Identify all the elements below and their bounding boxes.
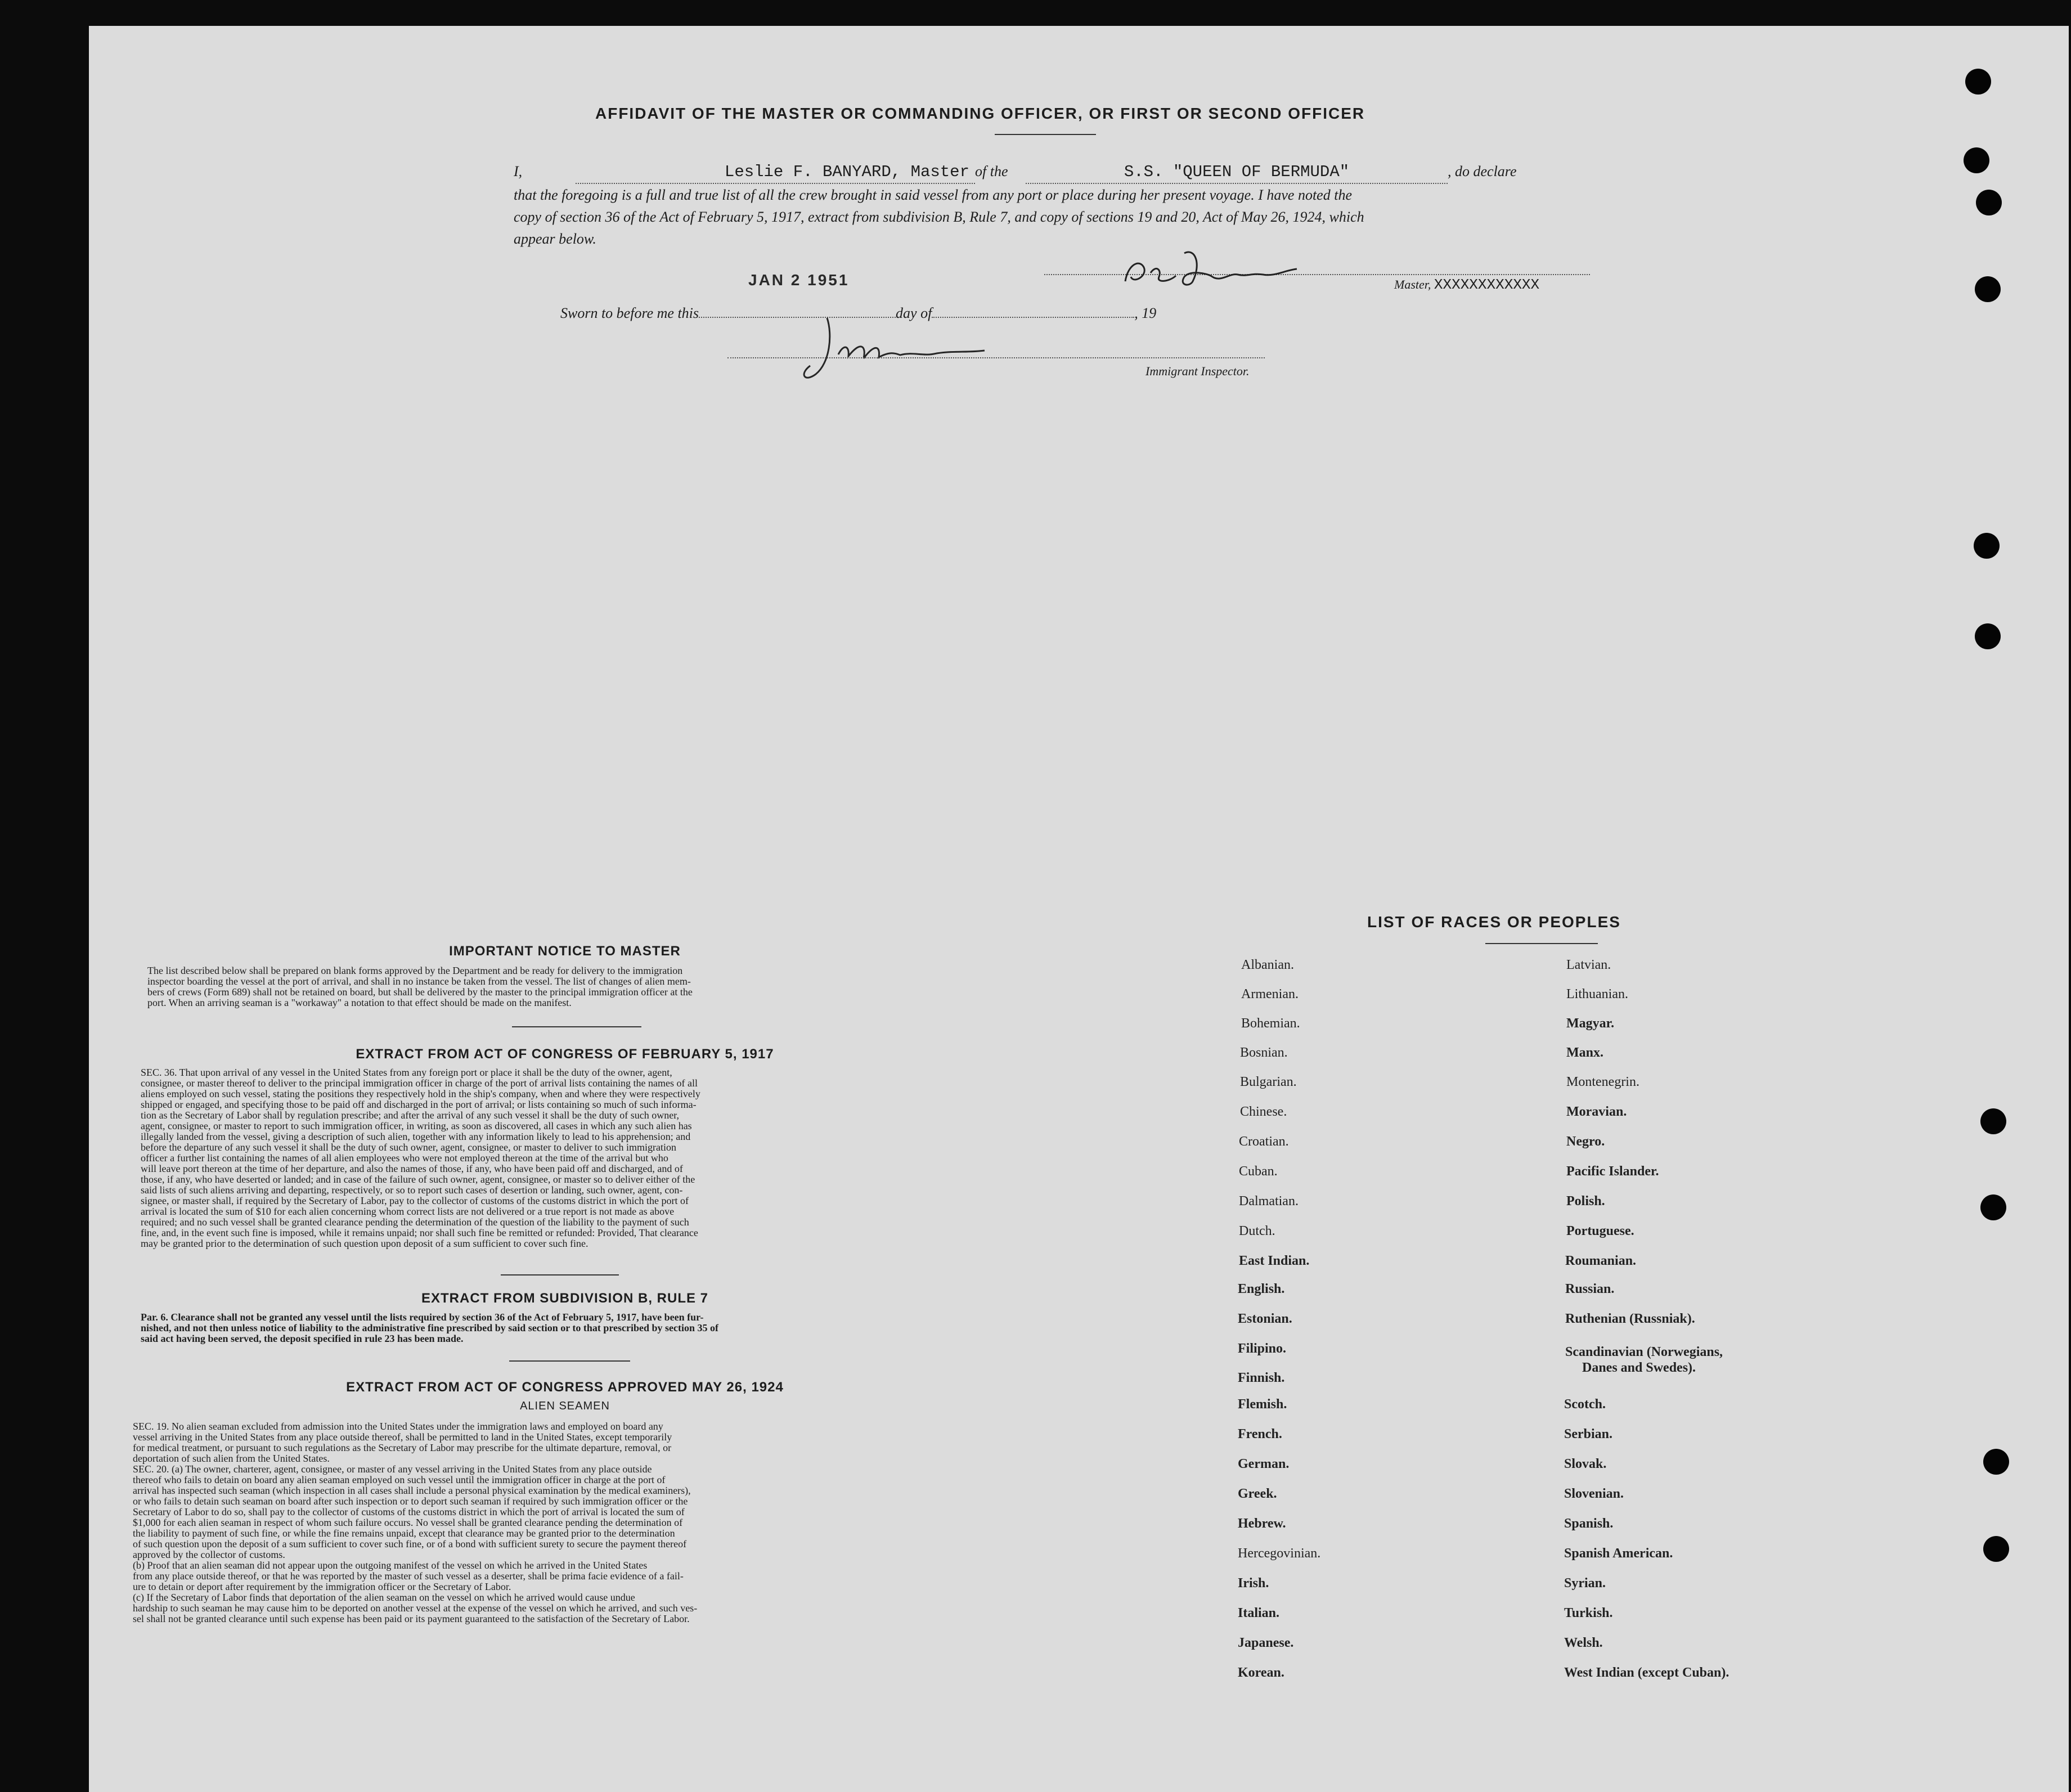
race-item: German. — [1238, 1457, 1290, 1471]
title-divider — [995, 134, 1096, 135]
binder-hole — [1976, 190, 2002, 215]
race-item: Italian. — [1238, 1606, 1280, 1620]
race-item: Hebrew. — [1238, 1516, 1286, 1531]
binder-hole — [1965, 69, 1991, 95]
year-label: , 19 — [1134, 305, 1157, 321]
declaration-line-3: copy of section 36 of the Act of February 5, 1917, extract from subdivision B, Rule 7, and copy of sections 19 and 20, Act of May 26, 1924, which — [514, 209, 1364, 225]
race-item: Hercegovinian. — [1238, 1546, 1321, 1561]
race-item: Irish. — [1238, 1576, 1269, 1591]
race-item: Croatian. — [1239, 1134, 1289, 1149]
affidavit-title: AFFIDAVIT OF THE MASTER OR COMMANDING OFFICER, OR FIRST OR SECOND OFFICER — [595, 105, 1365, 122]
extract-rule7-body: Par. 6. Clearance shall not be granted any vessel until the lists required by section 36 of the Act of February 5, 1917, have been fur- nished, and not then unless notice of liability to the administrative fine prescribed by said section or to that prescribed by section 35 of said act having been served, the deposit specified in rule 23 has been made. — [141, 1312, 719, 1344]
race-item: Scandinavian (Norwegians, — [1565, 1345, 1723, 1359]
race-item: Magyar. — [1566, 1016, 1615, 1031]
races-divider — [1485, 943, 1598, 944]
divider — [501, 1274, 619, 1275]
extract-1924-subheading: ALIEN SEAMEN — [520, 1400, 610, 1412]
race-item: Armenian. — [1241, 987, 1299, 1001]
date-stamp: JAN 2 1951 — [748, 271, 850, 289]
race-item: Chinese. — [1240, 1104, 1287, 1119]
race-item: Korean. — [1238, 1665, 1284, 1680]
binder-hole — [1980, 1108, 2006, 1134]
binder-hole — [1980, 1194, 2006, 1220]
declaration-line-1 — [514, 160, 1588, 184]
race-item: Filipino. — [1238, 1341, 1287, 1356]
race-item: French. — [1238, 1427, 1282, 1441]
race-item: Syrian. — [1564, 1576, 1606, 1591]
divider — [512, 1026, 641, 1027]
race-item: English. — [1238, 1282, 1285, 1296]
declaration-line-4: appear below. — [514, 231, 596, 247]
race-item: Spanish. — [1564, 1516, 1614, 1531]
race-item: Ruthenian (Russniak). — [1565, 1312, 1695, 1326]
race-item: West Indian (except Cuban). — [1564, 1665, 1729, 1680]
binder-hole — [1974, 533, 2000, 559]
race-item: Slovenian. — [1564, 1486, 1624, 1501]
race-item: Welsh. — [1564, 1636, 1603, 1650]
extract-1924-body: SEC. 19. No alien seaman excluded from admission into the United States under the immigration laws and employed on board any vessel arriving in the United States from any place outside thereof, shall be permitted to land in the United States, except temporarily for medical treatment, or pursuant to such regulations as the Secretary of Labor may prescribe for the ultimate departure, removal, or deportation of such alien from the United States. SEC. 20. (a) The owner, charterer, agent, consignee, or master of any vessel arriving in the United States from any place outside thereof who fails to detain on board any alien seaman employed on such vessel until the immigration officer in charge at the port of arrival has inspected such seaman (which inspection in all cases shall include a personal physical examination by the medical examiners), or who fails to detain such seaman on board after such inspection or to deport such seaman if required by such immigration officer or the Secretary of Labor to do so, shall pay to the collector of customs of the customs district in which the port of arrival is located the sum of $1,000 for each alien seaman in respect of whom such failure occurs. No vessel shall be granted clearance pending the determination of the liability to payment of such fine, or while the fine remains unpaid, except that clearance may be granted prior to the determination of such question upon the deposit of a sum sufficient to cover such fine, or of a bond with sufficient surety to secure the payment thereof approved by the collector of customs. (b) Proof that an alien seaman did not appear upon the outgoing manifest of the vessel on which he arrived in the United States from any place outside thereof, or that he was reported by the master of such vessel as a deserter, shall be prima facie evidence of a fail- ure to detain or deport after requirement by the immigration officer or the Secretary of Labor. (c) If the Secretary of Labor finds that deportation of the alien seaman on the vessel on which he arrived would cause undue hardship to such seaman he may cause him to be deported on another vessel at the expense of the vessel on which he arrived, and such ves- sel shall not be granted clearance until such expense has been paid or its payment guaranteed to the satisfaction of the Secretary of Labor. — [133, 1421, 698, 1624]
race-item: Albanian. — [1241, 958, 1294, 972]
master-name-field: Leslie F. BANYARD, Master — [576, 161, 975, 184]
race-item: Pacific Islander. — [1566, 1164, 1659, 1179]
binder-hole — [1964, 147, 1989, 173]
race-item: Dalmatian. — [1239, 1194, 1299, 1209]
race-item: Lithuanian. — [1566, 987, 1628, 1001]
master-crossed-text: XXXXXXXXXXXX — [1434, 276, 1540, 293]
race-item: Bohemian. — [1241, 1016, 1300, 1031]
of-the-label: of the — [975, 163, 1008, 179]
extract-1917-heading: EXTRACT FROM ACT OF CONGRESS OF FEBRUARY 5, 1917 — [356, 1047, 774, 1062]
declaration — [514, 160, 1588, 250]
race-item: Cuban. — [1239, 1164, 1278, 1179]
race-item: Slovak. — [1564, 1457, 1607, 1471]
notice-heading: IMPORTANT NOTICE TO MASTER — [449, 944, 681, 959]
race-item: Japanese. — [1238, 1636, 1294, 1650]
notice-body: The list described below shall be prepared on blank forms approved by the Department and be ready for delivery to the immigration inspector boarding the vessel at the port of arrival, and shall in no instance be taken from the vessel. The list of changes of alien mem- bers of crews (Form 689) shall not be retained on board, but shall be delivered by the master to the principal immigration officer at the port. When an arriving seaman is a "workaway" a notation to that effect should be made on the manifest. — [147, 965, 693, 1008]
race-item: Flemish. — [1238, 1397, 1287, 1412]
race-item: Danes and Swedes). — [1582, 1360, 1696, 1375]
race-item: Negro. — [1566, 1134, 1605, 1149]
race-item: Serbian. — [1564, 1427, 1613, 1441]
i-label: I, — [514, 163, 523, 179]
race-item: Turkish. — [1564, 1606, 1613, 1620]
do-declare-label: , do declare — [1448, 163, 1517, 179]
day-of-label: day of — [896, 305, 932, 321]
binder-hole — [1975, 276, 2001, 302]
race-item: Estonian. — [1238, 1312, 1292, 1326]
race-item: Manx. — [1566, 1045, 1603, 1060]
binder-hole — [1975, 623, 2001, 649]
extract-rule7-heading: EXTRACT FROM SUBDIVISION B, RULE 7 — [421, 1291, 709, 1306]
race-item: Roumanian. — [1565, 1254, 1637, 1268]
inspector-label: Immigrant Inspector. — [1145, 364, 1250, 378]
race-item: Bosnian. — [1240, 1045, 1288, 1060]
race-item: Russian. — [1565, 1282, 1615, 1296]
master-label: Master, XXXXXXXXXXXX — [1394, 276, 1540, 293]
binder-hole — [1983, 1536, 2009, 1562]
extract-1917-body: SEC. 36. That upon arrival of any vessel in the United States from any foreign port or place it shall be the duty of the owner, agent, consignee, or master thereof to deliver to the principal immigration officer in charge of the port of arrival lists containing the names of all aliens employed on such vessel, stating the positions they respectively hold in the ship's company, when and where they were respectively shipped or engaged, and specifying those to be paid off and discharged in the port of arrival; or lists containing so much of such informa- tion as the Secretary of Labor shall by regulation prescribe; and after the arrival of any such vessel it shall be the duty of such owner, agent, consignee, or master to report to such immigration officer, in writing, as soon as discovered, all cases in which any such alien has illegally landed from the vessel, giving a description of such alien, together with any information likely to lead to his apprehension; and before the departure of any such vessel it shall be the duty of such owner, agent, consignee, or master to deliver to such immigration officer a further list containing the names of all alien employees who were not employed thereon at the time of the arrival but who will leave port thereon at the time of her departure, and also the names of those, if any, who have been paid off and discharged, and of those, if any, who have deserted or landed; and in case of the failure of such owner, agent, consignee, or master so to deliver either of the said lists of such aliens arriving and departing, respectively, or so to report such cases of desertion or landing, such owner, agent, con- signee, or master shall, if required by the Secretary of Labor, pay to the collector of customs of the customs district in which the port of arrival is located the sum of $10 for each alien concerning whom correct lists are not delivered or a true report is not made as above required; and no such vessel shall be granted clearance pending the determination of the question of the liability to the payment of such fine, and, in the event such fine is imposed, while it remains unpaid; nor shall such fine be remitted or refunded: Provided, That clearance may be granted prior to the determination of such question upon deposit of a sum sufficient to cover such fine. — [141, 1067, 700, 1249]
inspector-signature-line — [727, 357, 1265, 358]
race-item: Spanish American. — [1564, 1546, 1673, 1561]
race-item: Moravian. — [1566, 1104, 1627, 1119]
master-signature — [1117, 242, 1331, 298]
divider — [509, 1360, 630, 1362]
race-item: Dutch. — [1239, 1224, 1275, 1238]
race-item: Scotch. — [1564, 1397, 1606, 1412]
binder-hole — [1983, 1449, 2009, 1475]
declaration-line-2: that the foregoing is a full and true list of all the crew brought in said vessel from any port or place during her present voyage. I have noted the — [514, 187, 1352, 203]
race-item: Finnish. — [1238, 1371, 1285, 1385]
vessel-name-field: S.S. "QUEEN OF BERMUDA" — [1026, 161, 1448, 184]
race-item: Bulgarian. — [1240, 1075, 1297, 1089]
race-item: Latvian. — [1566, 958, 1611, 972]
race-item: Portuguese. — [1566, 1224, 1634, 1238]
race-item: Polish. — [1566, 1194, 1605, 1209]
extract-1924-heading: EXTRACT FROM ACT OF CONGRESS APPROVED MAY 26, 1924 — [346, 1380, 784, 1395]
sworn-label: Sworn to before me this — [560, 305, 699, 321]
races-heading: LIST OF RACES OR PEOPLES — [1367, 913, 1621, 931]
race-item: Greek. — [1238, 1486, 1277, 1501]
race-item: East Indian. — [1239, 1254, 1310, 1268]
race-item: Montenegrin. — [1566, 1075, 1639, 1089]
